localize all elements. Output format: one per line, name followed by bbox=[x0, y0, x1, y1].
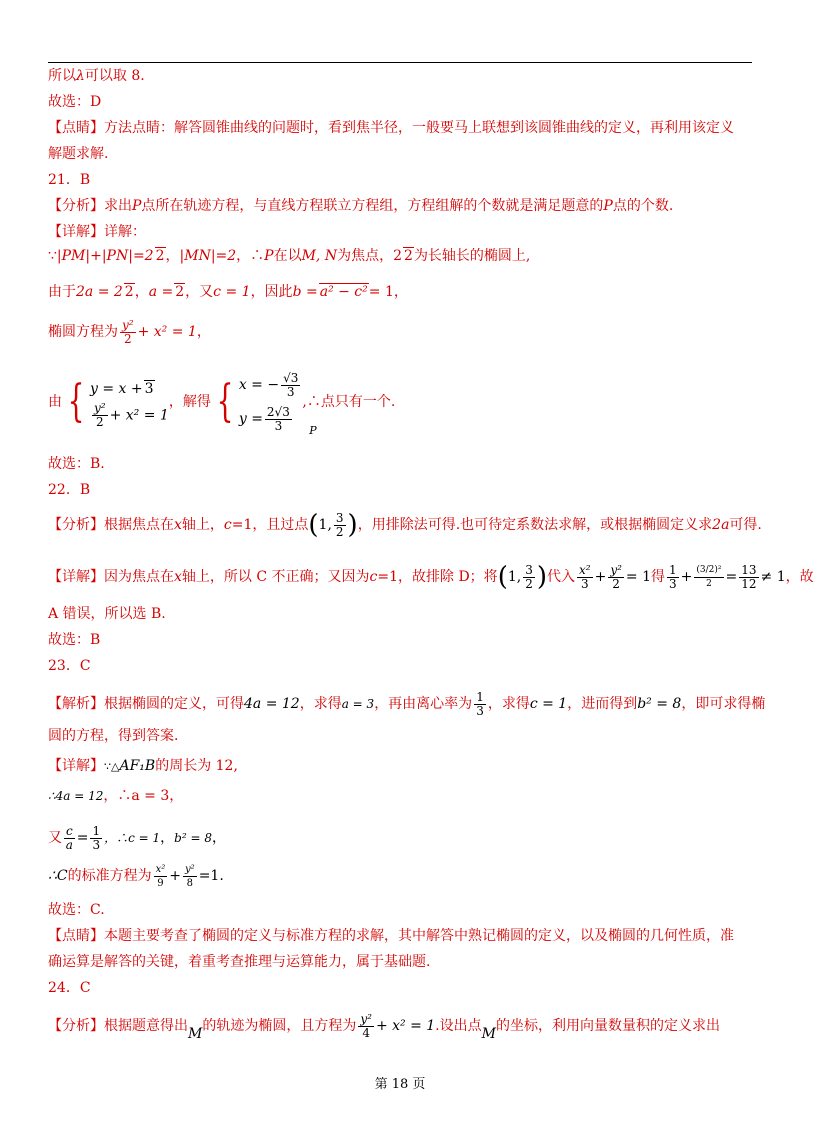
text-line: 【详解】∵△AF₁B的周长为 12, bbox=[48, 758, 238, 774]
question-number: 21．B bbox=[48, 172, 91, 188]
question-number: 22．B bbox=[48, 482, 91, 498]
header-rule bbox=[48, 62, 752, 63]
text-line: 故选：D bbox=[48, 94, 102, 110]
text-line: 【详解】因为焦点在x轴上，所以 C 不正确；又因为c=1，故排除 D；将(1, $\frac{3}{2}$ )代入 $\frac{\text{x²}}{3}$ + $\frac{\text{y²}}{2}$ = 1得 $\frac{1}{3}$ + $\frac{\text{(3/2)²}}{2}$ = $\frac{13}{12}$ ≠ 1，故 bbox=[48, 562, 814, 592]
text-line: 椭圆方程为 $\frac{\text{y²}}{2}$ + x² = 1， bbox=[48, 317, 211, 346]
solution-system: x = − $\frac{√3}{3}$ y = $\frac{2√3}{3}$ bbox=[238, 370, 299, 433]
text-line: 【点睛】方法点睛：解答圆锥曲线的问题时，看到焦半径，一般要马上联想到该圆锥曲线的定义，再利用该定义 bbox=[48, 120, 734, 136]
text-line: 【点睛】本题主要考查了椭圆的定义与标准方程的求解，其中解答中熟记椭圆的定义，以及椭圆的几何性质，准 bbox=[48, 928, 734, 944]
text-line: ∴4a = 12，∴a = 3， bbox=[48, 788, 184, 804]
text-line: 解题求解. bbox=[48, 146, 109, 162]
text-line: 又 $\frac{c}{a}$ = $\frac{1}{3}$ ，∴c = 1，b² = 8， bbox=[48, 823, 226, 852]
text-line: 故选：B. bbox=[48, 456, 105, 472]
text-line: 圆的方程，得到答案. bbox=[48, 728, 179, 744]
question-number: 24．C bbox=[48, 980, 91, 996]
text-line: 所以λ可以取 8. bbox=[48, 68, 145, 84]
text-line: 【分析】根据焦点在x轴上，c=1，且过点(1, $\frac{3}{2}$ )，用排除法可得.也可待定系数法求解，或根据椭圆定义求2a可得. bbox=[48, 510, 762, 540]
text-line: A 错误，所以选 B. bbox=[48, 606, 166, 622]
page-number: 第 18 页 bbox=[374, 1077, 426, 1092]
equation-system-line: 由 { y = x + 3 $\frac{\text{y²}}{2}$ + x² = 1 ，解得 { x = − $\frac{√3}{3}$ y = $\frac{2√3}{3}$ ,∴点只有一个$._P$ bbox=[48, 362, 403, 446]
text-line: ∵|PM|+|PN|=2 2，|MN|=2，∴P在以M, N为焦点，2 2为长轴长的椭圆上, bbox=[48, 248, 531, 264]
text-line: 【解析】根据椭圆的定义，可得4a = 12，求得a = 3，再由离心率为 $\frac{1}{3}$ ，求得c = 1，进而得到b² = 8，即可求得椭 bbox=[48, 689, 766, 718]
text-line: ∴C的标准方程为 $\frac{\text{x²}}{9}$ + $\frac{\text{y²}}{8}$ =1. bbox=[48, 863, 224, 889]
text-line: 确运算是解答的关键，着重考查推理与运算能力，属于基础题. bbox=[48, 954, 431, 970]
text-line: 由于2a = 2 2，a = 2，又c = 1，因此b = a² − c²= 1， bbox=[48, 284, 408, 300]
question-number: 23．C bbox=[48, 658, 91, 674]
text-line: 故选：B bbox=[48, 632, 101, 648]
equation-system: y = x + 3 $\frac{\text{y²}}{2}$ + x² = 1 bbox=[90, 381, 169, 429]
text-line: 【分析】根据题意得出M的轨迹为椭圆，且方程为 $\frac{\text{y²}}{4}$ + x² = 1.设出点M的坐标，利用向量数量积的定义求出 bbox=[48, 1011, 720, 1042]
text-line: 【分析】求出P点所在轨迹方程，与直线方程联立方程组，方程组解的个数就是满足题意的P点的个数. bbox=[48, 198, 674, 214]
text-line: 故选：C. bbox=[48, 902, 105, 918]
text-line: 【详解】详解： bbox=[48, 224, 146, 240]
